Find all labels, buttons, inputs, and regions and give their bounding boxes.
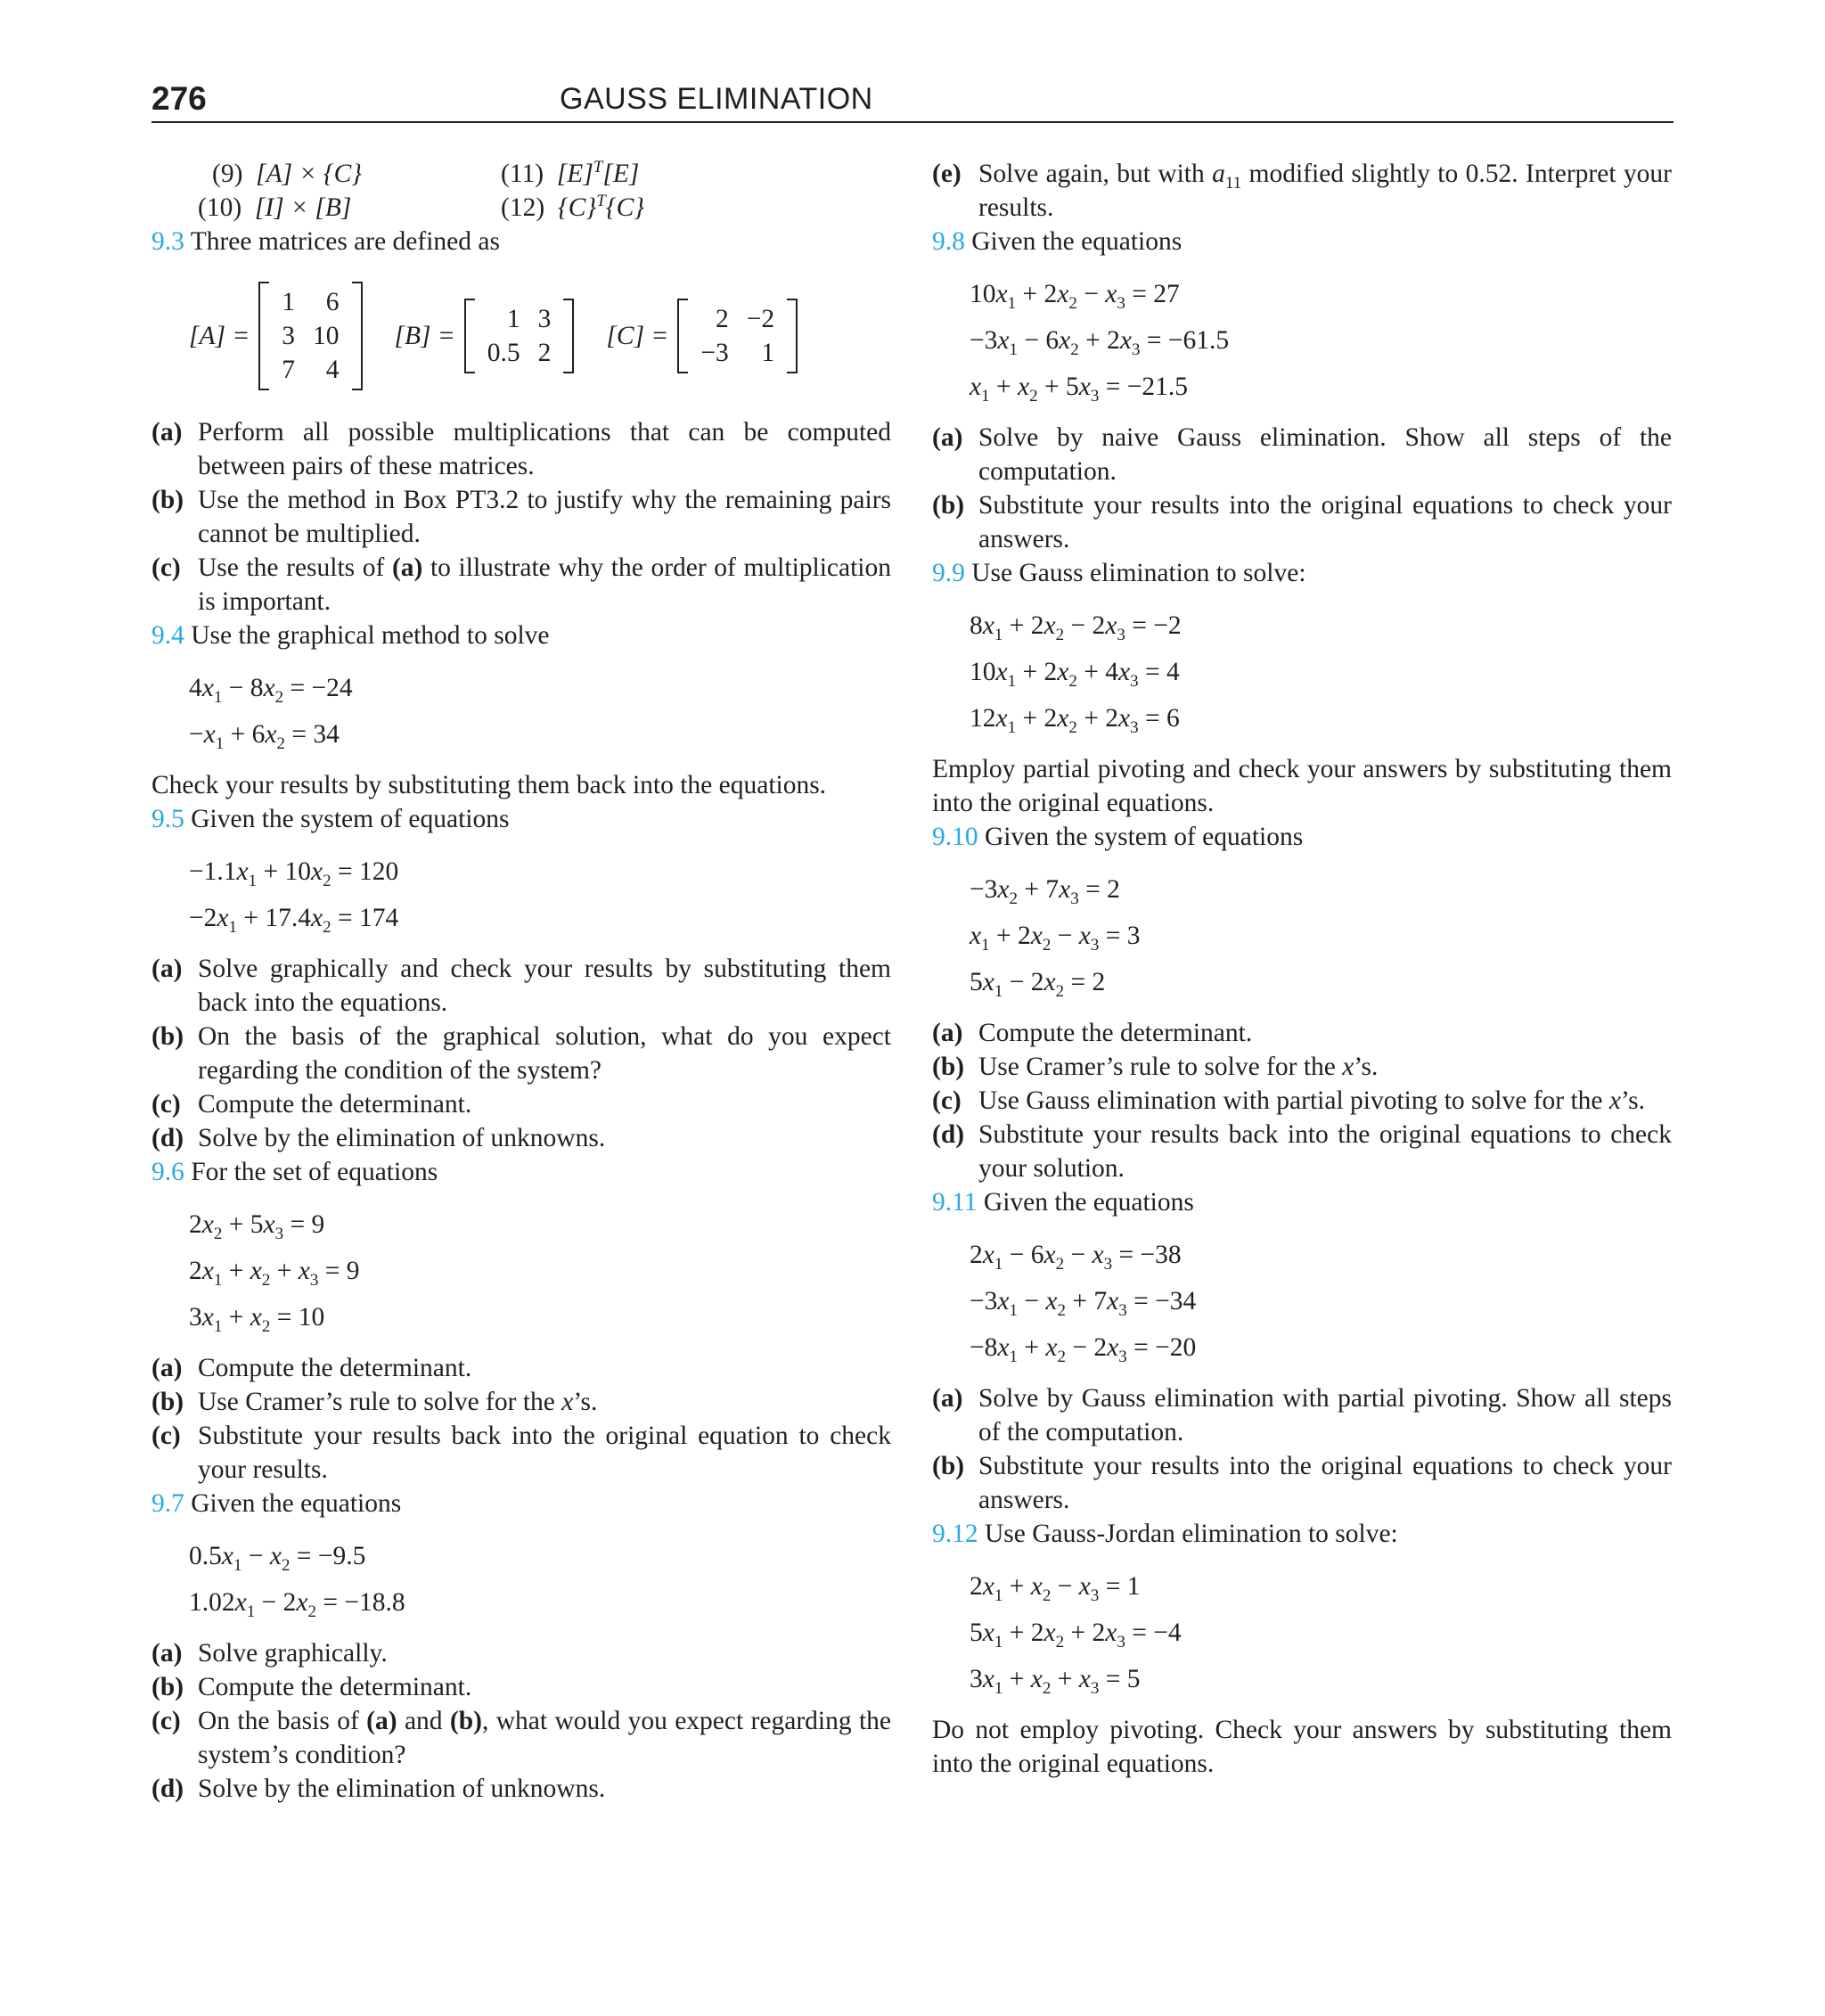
- equations-9-12: [932, 1563, 1672, 1702]
- problem-9-5: 9.5 Given the system of equations: [151, 805, 510, 833]
- problem-9-7-e: (e) Solve again, but with $a_{11}$ modified slightly to 0.52. Interpret your results.: [932, 160, 1672, 222]
- equation: $0.5x_1 - x_2 = -9.5$: [189, 1542, 366, 1575]
- equation: $12x_1 + 2x_2 + 2x_3 = 6$: [970, 704, 1180, 737]
- equation: $x_1 + 2x_2 - x_3 = 3$: [970, 922, 1141, 955]
- equation: $1.02x_1 - 2x_2 = -18.8$: [189, 1588, 405, 1621]
- problem-9-12-instructions: Do not employ pivoting. Check your answers by substituting them into the original equations.: [932, 1716, 1672, 1778]
- equation: $8x_1 + 2x_2 - 2x_3 = -2$: [970, 611, 1182, 644]
- problem-9-7-c: (c) On the basis of (a) and (b), what would you expect regarding the system’s condition?: [151, 1707, 891, 1769]
- equation: $2x_1 + x_2 + x_3 = 9$: [189, 1257, 360, 1290]
- equation: $-3x_1 - 6x_2 + 2x_3 = -61.5$: [970, 326, 1230, 359]
- equations-9-10: [932, 866, 1672, 1005]
- equation: $3x_1 + x_2 = 10$: [189, 1303, 325, 1336]
- problem-9-10-d: (d) Substitute your results back into the original equations to check your solution.: [932, 1120, 1672, 1183]
- equations-9-7: [151, 1533, 891, 1626]
- equation: $3x_1 + x_2 + x_3 = 5$: [970, 1665, 1141, 1698]
- problem-9-5-c: (c) Compute the determinant.: [151, 1090, 472, 1119]
- matrix-b: 1 3 0.5 2: [464, 299, 575, 373]
- problem-9-4: 9.4 Use the graphical method to solve: [151, 621, 550, 650]
- problem-9-5-b: (b) On the basis of the graphical solution, what do you expect regarding the condition of the system?: [151, 1022, 891, 1085]
- problem-9-3-b: (b) Use the method in Box PT3.2 to justify why the remaining pairs cannot be multiplied.: [151, 486, 891, 548]
- equations-9-5: [151, 848, 891, 941]
- operation-10: (10) [I] × [B]: [198, 193, 352, 222]
- equations-9-4: [151, 665, 891, 758]
- operation-11: (11) $[E]^T[E]$: [501, 158, 640, 188]
- equation: $5x_1 + 2x_2 + 2x_3 = -4$: [970, 1619, 1182, 1651]
- equation: $4x_1 - 8x_2 = -24$: [189, 674, 353, 707]
- equation: $-8x_1 + x_2 - 2x_3 = -20$: [970, 1333, 1197, 1366]
- problem-9-8: 9.8 Given the equations: [932, 227, 1183, 256]
- problem-9-10-c: (c) Use Gauss elimination with partial pivoting to solve for the x’s.: [932, 1086, 1646, 1115]
- equations-9-9: [932, 602, 1672, 742]
- page-number: 276: [151, 80, 207, 117]
- problem-9-11: 9.11 Given the equations: [932, 1188, 1194, 1217]
- problem-9-10-a: (a) Compute the determinant.: [932, 1019, 1253, 1047]
- right-column: [932, 157, 1672, 1781]
- equation: $-1.1x_1 + 10x_2 = 120$: [189, 857, 399, 890]
- problem-9-8-a: (a) Solve by naive Gauss elimination. Show all steps of the computation.: [932, 423, 1672, 486]
- problem-9-3-a: (a) Perform all possible multiplications that can be computed between pairs of these matrices.: [151, 418, 891, 480]
- problem-9-6-a: (a) Compute the determinant.: [151, 1354, 472, 1382]
- equation: $5x_1 - 2x_2 = 2$: [970, 968, 1106, 1001]
- problem-9-5-a: (a) Solve graphically and check your results by substituting them back into the equations.: [151, 955, 891, 1017]
- problem-9-6-b: (b) Use Cramer’s rule to solve for the x’s.: [151, 1388, 598, 1416]
- matrix-b-name: [B] =: [394, 322, 455, 350]
- problem-9-7-d: (d) Solve by the elimination of unknowns.: [151, 1774, 606, 1803]
- problem-9-6: 9.6 For the set of equations: [151, 1158, 438, 1186]
- equation: $-2x_1 + 17.4x_2 = 174$: [189, 904, 399, 937]
- equation: $2x_1 + x_2 - x_3 = 1$: [970, 1572, 1141, 1605]
- problem-9-11-a: (a) Solve by Gauss elimination with partial pivoting. Show all steps of the computation.: [932, 1384, 1672, 1446]
- equation: $-x_1 + 6x_2 = 34$: [189, 720, 340, 753]
- equation: $2x_1 - 6x_2 - x_3 = -38$: [970, 1241, 1182, 1274]
- matrix-definitions: [189, 278, 891, 394]
- problem-9-10: 9.10 Given the system of equations: [932, 823, 1304, 851]
- matrix-c: 2 −2 −3 1: [677, 299, 798, 373]
- problem-9-7: 9.7 Given the equations: [151, 1489, 402, 1518]
- problem-9-4-check: Check your results by substituting them back into the equations.: [151, 771, 827, 799]
- equation: $-3x_1 - x_2 + 7x_3 = -34$: [970, 1287, 1197, 1320]
- matrix-c-name: [C] =: [606, 322, 669, 350]
- equation: $x_1 + x_2 + 5x_3 = -21.5$: [970, 373, 1188, 406]
- equation: $10x_1 + 2x_2 + 4x_3 = 4$: [970, 658, 1180, 691]
- problem-9-11-b: (b) Substitute your results into the original equations to check your answers.: [932, 1452, 1672, 1514]
- operation-12: (12) $\{C\}^T\{C\}$: [501, 192, 645, 222]
- running-head: GAUSS ELIMINATION: [560, 82, 873, 116]
- equation: $-3x_2 + 7x_3 = 2$: [970, 875, 1120, 908]
- matrix-a: 1 6 3 10 7 4: [258, 282, 362, 390]
- problem-9-7-a: (a) Solve graphically.: [151, 1639, 388, 1668]
- equations-9-8: [932, 271, 1672, 410]
- equation: $10x_1 + 2x_2 - x_3 = 27$: [970, 280, 1180, 313]
- left-column: [151, 157, 891, 1806]
- problem-9-9-instructions: Employ partial pivoting and check your answers by substituting them into the original equations.: [932, 755, 1672, 817]
- problem-9-7-b: (b) Compute the determinant.: [151, 1673, 472, 1701]
- page-header: [151, 77, 1674, 123]
- problem-9-10-b: (b) Use Cramer’s rule to solve for the x’s.: [932, 1053, 1379, 1081]
- problem-9-12: 9.12 Use Gauss-Jordan elimination to solve:: [932, 1520, 1398, 1548]
- problem-9-9: 9.9 Use Gauss elimination to solve:: [932, 559, 1306, 587]
- equation: $2x_2 + 5x_3 = 9$: [189, 1210, 325, 1243]
- equations-9-11: [932, 1232, 1672, 1371]
- matrix-a-name: [A] =: [189, 322, 250, 350]
- operation-9: (9) [A] × {C}: [212, 160, 363, 188]
- problem-9-3: 9.3 Three matrices are defined as: [151, 227, 500, 256]
- problem-9-6-c: (c) Substitute your results back into the original equation to check your results.: [151, 1422, 891, 1484]
- problem-9-3-c: (c) Use the results of (a) to illustrate why the order of multiplication is important.: [151, 553, 891, 616]
- equations-9-6: [151, 1201, 891, 1340]
- problem-9-5-d: (d) Solve by the elimination of unknowns.: [151, 1124, 606, 1152]
- operations-list: [151, 157, 891, 225]
- problem-9-8-b: (b) Substitute your results into the original equations to check your answers.: [932, 491, 1672, 553]
